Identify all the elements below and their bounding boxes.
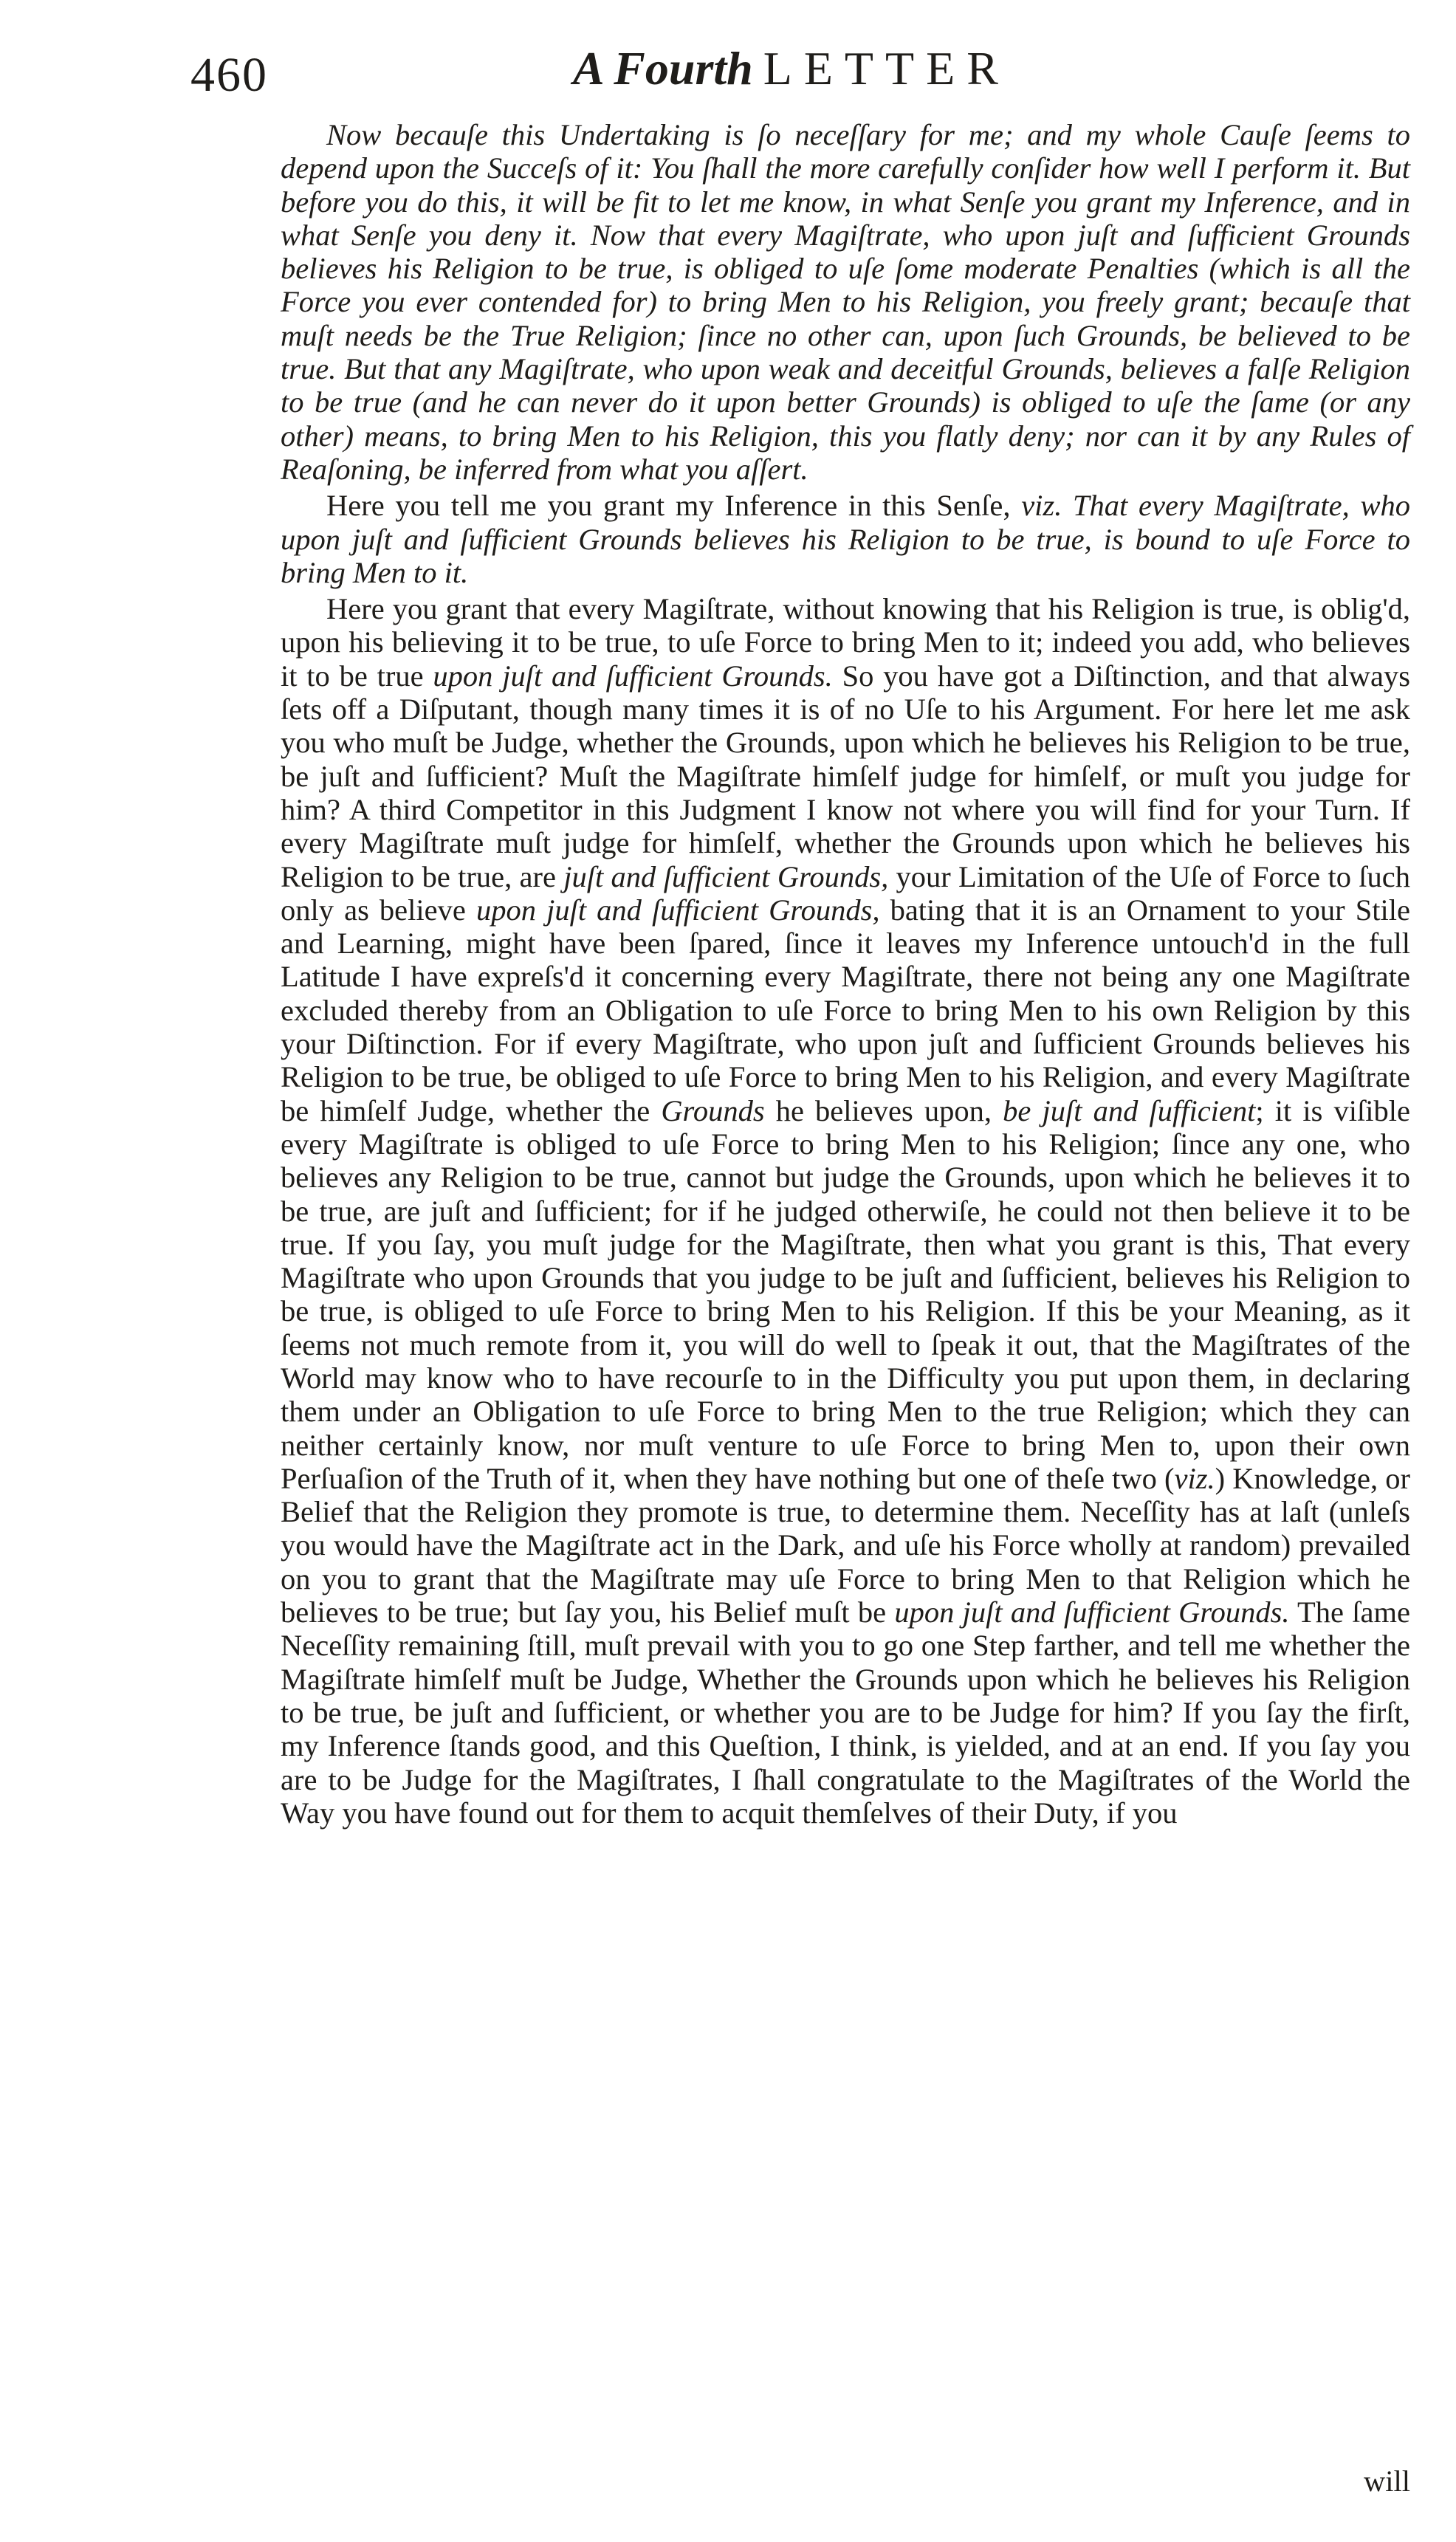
italic-segment: juſt and ſufficient Grounds,: [563, 859, 889, 893]
catchword: will: [1363, 2464, 1410, 2498]
text-segment: your Limitation of the Uſe of Force to ſuch only as believe: [281, 859, 1410, 927]
running-head-italic: A Fourth: [573, 42, 753, 95]
running-head: [573, 41, 1010, 96]
italic-segment: viz. That every Magiſtrate, who upon juſt and ſufficient Grounds believes his Religion to be true, is bound to uſe Force to bring Men to it.: [281, 489, 1410, 589]
text-segment: The ſame Neceſſity remaining ſtill, muſt prevail with you to go one Step farther, and tell me whether the Magiſtrate himſelf muſt be Judge, Whether the Grounds upon which he believes his Religion to be true, be juſt and ſufficient, or whether you are to be Judge for him? If you ſay the firſt, my Inference ſtands good, and this Queſtion, I think, is yielded, and at an end. If you ſay you are to be Judge for the Magiſtrates, I ſhall congratulate to the Magiſtrates of the World the Way you have found out for them to acquit themſelves of their Duty, if you: [281, 1595, 1410, 1830]
italic-segment: upon juſt and ſufficient Grounds.: [433, 659, 833, 693]
italic-segment: upon juſt and ſufficient Grounds,: [475, 893, 880, 927]
paragraph-quoted-letter: Now becauſe this Undertaking is ſo neceſſary for me; and my whole Cauſe ſeems to depend upon the Succeſs of it: You ſhall the more carefully conſider how well I perform it. But before you do this, it will be fit to let me know, in what Senſe you grant my Inference, and in what Senſe you deny it. Now that every Magiſtrate, who upon juſt and ſufficient Grounds believes his Religion to be true, is obliged to uſe ſome moderate Penalties (which is all the Force you ever contended for) to bring Men to his Religion, you freely grant; becauſe that muſt needs be the True Religion; ſince no other can, upon ſuch Grounds, be believed to be true. But that any Magiſtrate, who upon weak and deceitful Grounds, believes a falſe Religion to be true (and he can never do it upon better Grounds) is obliged to uſe the ſame (or any other) means, to bring Men to his Religion, this you flatly deny; nor can it by any Rules of Reaſoning, be inferred from what you aſſert.: [281, 118, 1410, 486]
text-segment: ) Knowledge, or Belief that the Religion they promote is true, to determine them. Neceſſity has at laſt (unleſs you would have the Magiſtrate act in the Dark, and uſe his Force wholly at random) prevailed on you to grant that the Magiſtrate may uſe Force to bring Men to that Religion which he believes to be true; but ſay you, his Belief muſt be: [281, 1461, 1410, 1629]
text-segment: Here you tell me you grant my Inference in this Senſe,: [326, 489, 1022, 523]
text-segment: So you have got a Diſtinction, and that always ſets off a Diſputant, though many times it is of no Uſe to his Argument. For here let me ask you who muſt be Judge, whether the Grounds, upon which he believes his Religion to be true, be juſt and ſufficient? Muſt the Magiſtrate himſelf judge for himſelf, or muſt you judge for him? A third Competitor in this Judgment I know not where you will find for your Turn. If every Magiſtrate muſt judge for himſelf, whether the Grounds upon which he believes his Religion to be true, are: [281, 659, 1410, 893]
italic-segment: upon juſt and ſufficient Grounds.: [894, 1595, 1290, 1629]
text-segment: ; it is viſible every Magiſtrate is obliged to uſe Force to bring Men to his Religion; ſince any one, who believes any Religion to be true, cannot but judge the Grounds, upon which he believes it to be true, are juſt and ſufficient; for if he judged otherwiſe, he could not then believe it to be true. If you ſay, you muſt judge for the Magiſtrate, then what you grant is this, That every Magiſtrate who upon Grounds that you judge to be juſt and ſufficient, believes his Religion to be true, is obliged to uſe Force to bring Men to his Religion. If this be your Meaning, as it ſeems not much remote from it, you will do well to ſpeak it out, that the Magiſtrates of the World may know who to have recourſe to in the Difficulty you put upon them, in declaring them under an Obligation to uſe Force to bring Men to the true Religion; which they can neither certainly know, nor muſt venture to uſe Force to bring Men to, upon their own Perſuaſion of the Truth of it, when they have nothing but one of theſe two (: [281, 1093, 1411, 1495]
page-number: 460: [190, 48, 268, 102]
italic-segment: Grounds: [661, 1093, 765, 1127]
italic-segment: viz.: [1174, 1461, 1215, 1495]
paragraph-inference-grant: [281, 489, 1410, 589]
body-text: [281, 118, 1410, 1830]
running-head-caps: LETTER: [763, 42, 1010, 95]
text-segment: Here you grant that every Magiſtrate, without knowing that his Religion is true, is oblig'd, upon his believing it to be true, to uſe Force to bring Men to it; indeed you add, who believes it to be true: [281, 592, 1410, 693]
page-header: [190, 41, 1401, 115]
paragraph-argument: [281, 592, 1410, 1830]
text-segment: bating that it is an Ornament to your Stile and Learning, might have been ſpared, ſince it leaves my Inference untouch'd in the full Latitude I have expreſs'd it concerning every Magiſtrate, there not being any one Magiſtrate excluded thereby from an Obligation to uſe Force to bring Men to his own Religion by this your Diſtinction. For if every Magiſtrate, who upon juſt and ſufficient Grounds believes his Religion to be true, be obliged to uſe Force to bring Men to his Religion, and every Magiſtrate be himſelf Judge, whether the: [281, 893, 1411, 1127]
italic-segment: be juſt and ſufficient: [1003, 1093, 1256, 1127]
text-segment: he believes upon,: [764, 1093, 1003, 1127]
